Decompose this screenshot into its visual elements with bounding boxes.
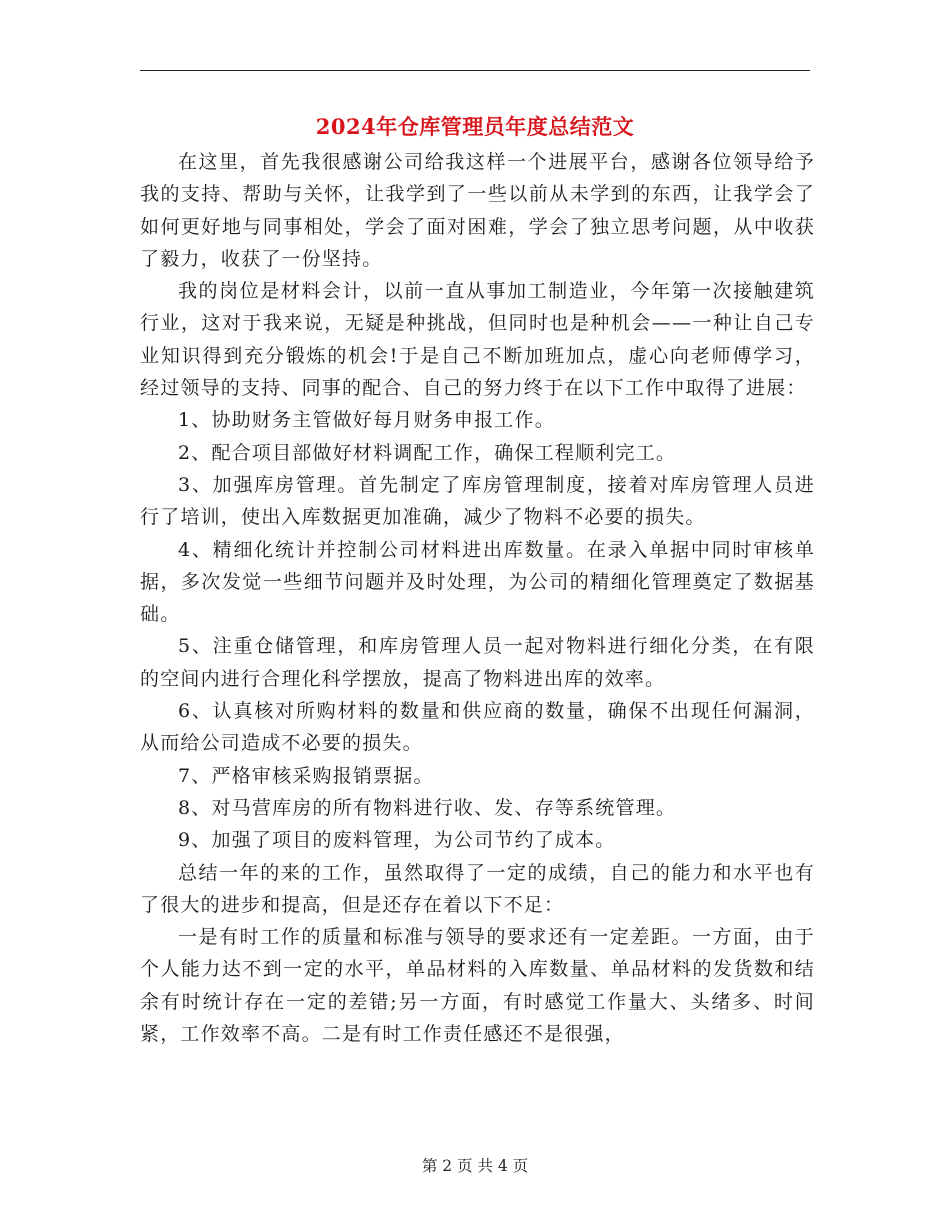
paragraph-shortcomings: 一是有时工作的质量和标准与领导的要求还有一定差距。一方面，由于个人能力达不到一定的水平，单品材料的入库数量、单品材料的发货数和结余有时统计存在一定的差错;另一方面，有时感觉工作量大、头绪多、时间紧，工作效率不高。二是有时工作责任感还不是很强， — [140, 926, 815, 1046]
list-item: 8、对马营库房的所有物料进行收、发、存等系统管理。 — [178, 796, 677, 819]
header-rule — [140, 70, 810, 71]
list-item: 5、注重仓储管理，和库房管理人员一起对物料进行细化分类，在有限的空间内进行合理化科学摆放，提高了物料进出库的效率。 — [140, 635, 815, 690]
list-item: 7、严格审核采购报销票据。 — [178, 764, 434, 787]
page-number-label: 第 2 页 共 4 页 — [421, 1157, 529, 1175]
list-item: 3、加强库房管理。首先制定了库房管理制度，接着对库房管理人员进行了培训，使出入库数据更加准确，减少了物料不必要的损失。 — [140, 473, 815, 529]
paragraph-position: 我的岗位是材料会计，以前一直从事加工制造业，今年第一次接触建筑行业，这对于我来说，无疑是种挑战，但同时也是种机会——一种让自己专业知识得到充分锻炼的机会!于是自己不断加班加点，虚心向老师傅学习，经过领导的支持、同事的配合、自己的努力终于在以下工作中取得了进展： — [140, 280, 815, 400]
document-title: 2024年仓库管理员年度总结范文 — [315, 114, 635, 139]
list-item: 2、配合项目部做好材料调配工作，确保工程顺利完工。 — [178, 441, 677, 464]
list-item: 4、精细化统计并控制公司材料进出库数量。在录入单据中同时审核单据，多次发觉一些细节问题并及时处理，为公司的精细化管理奠定了数据基础。 — [140, 538, 815, 626]
paragraph-summary: 总结一年的来的工作，虽然取得了一定的成绩，自己的能力和水平也有了很大的进步和提高，但是还存在着以下不足： — [140, 861, 815, 916]
page-number — [0, 1154, 950, 1176]
paragraph-intro: 在这里，首先我很感谢公司给我这样一个进展平台，感谢各位领导给予我的支持、帮助与关怀，让我学到了一些以前从未学到的东西，让我学会了如何更好地与同事相处，学会了面对困难，学会了独立思考问题，从中收获了毅力，收获了一份坚持。 — [140, 151, 815, 270]
list-item: 9、加强了项目的废料管理，为公司节约了成本。 — [178, 829, 616, 852]
document-body — [140, 146, 815, 1050]
list-item: 6、认真核对所购材料的数量和供应商的数量，确保不出现任何漏洞，从而给公司造成不必要的损失。 — [140, 700, 815, 755]
list-item: 1、协助财务主管做好每月财务申报工作。 — [178, 409, 555, 432]
